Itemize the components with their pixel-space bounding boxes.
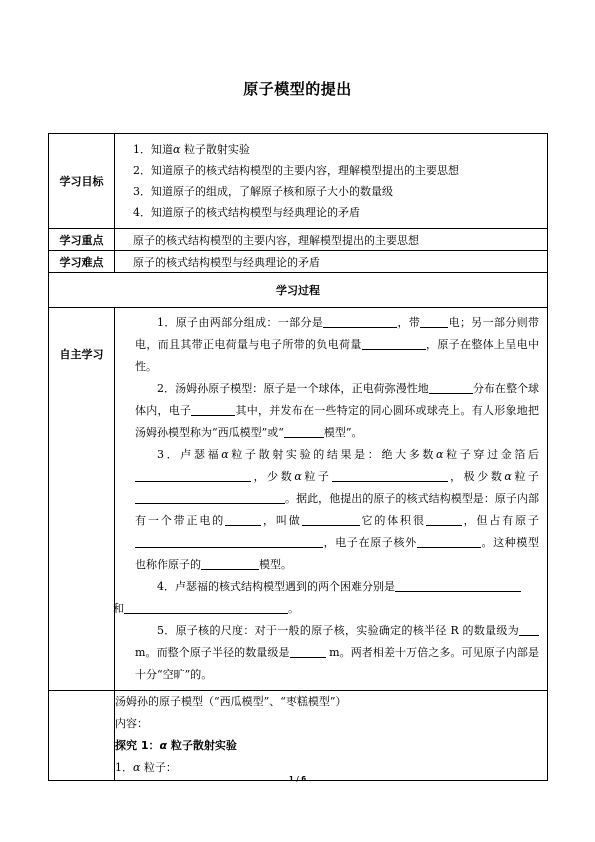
blank[interactable] (332, 469, 448, 482)
goal-item: 4．知道原子的核式结构模型与经典理论的矛盾 (133, 206, 360, 219)
blank[interactable] (135, 535, 323, 548)
blank[interactable] (290, 645, 326, 658)
blank[interactable] (201, 557, 259, 570)
empty-label-cell (49, 691, 115, 781)
explore-heading: 探究 1：α 粒子散射实验 (115, 739, 237, 752)
difficulty-text: 原子的核式结构模型与经典理论的矛盾 (115, 251, 548, 273)
question-3: 3．卢瑟福α粒子散射实验的结果是：绝大多数α粒子穿过金箔后，少数α粒子 ，极少数α粒子。据此，他提出的原子的核式结构模型是：原子内部有一个带正电的 ，叫做 它的体积很 ，但占有原子，电子在原子核外 。这种模型也称作原子的 模型。 (135, 448, 540, 571)
goals-label: 学习目标 (49, 134, 115, 229)
blank[interactable] (225, 513, 261, 526)
goal-item: 2．知道原子的核式结构模型的主要内容，理解模型提出的主要思想 (133, 164, 459, 177)
blank[interactable] (323, 315, 397, 328)
blank[interactable] (191, 403, 235, 416)
blank[interactable] (284, 425, 324, 438)
alpha-particle-line: 1．α 粒子： (115, 761, 177, 774)
question-5: 5．原子核的尺度：对于一般的原子核，实验确定的核半径 R 的数量级为m。而整个原子半径的数量级是 m。两者相差十万倍之多。可见原子内部是十分“空旷”的。 (135, 624, 539, 681)
goal-item: 3．知道原子的组成，了解原子核和原子大小的数量级 (133, 185, 393, 198)
blank[interactable] (395, 579, 521, 592)
bottom-section (115, 691, 548, 781)
goal-item: 1．知道α 粒子散射实验 (133, 143, 250, 156)
question-1: 1．原子由两部分组成：一部分是 ，带 电；另一部分则带电，而且其带正电荷量与电子所带的负电荷量 ，原子在整体上呈电中性。 (135, 316, 540, 373)
page-title: 原子模型的提出 (243, 80, 352, 98)
process-header: 学习过程 (49, 273, 548, 308)
blank[interactable] (426, 513, 462, 526)
blank[interactable] (417, 535, 481, 548)
blank[interactable] (124, 601, 288, 614)
question-2: 2．汤姆孙原子模型：原子是一个球体，正电荷弥漫性地 分布在整个球体内，电子 其中，并发布在一些特定的同心圆环或球壳上。有人形象地把汤姆孙模型称为“西瓜模型”或“ 模型”。 (135, 382, 540, 439)
self-study-label: 自主学习 (49, 308, 115, 691)
blank[interactable] (135, 469, 251, 482)
study-table (48, 133, 548, 781)
blank[interactable] (519, 623, 539, 636)
content-line: 内容： (115, 717, 148, 730)
self-study-cell (115, 308, 548, 691)
blank[interactable] (135, 491, 285, 504)
page-number: 1 / 6 (288, 775, 307, 783)
blank[interactable] (420, 315, 448, 328)
key-point-text: 原子的核式结构模型的主要内容，理解模型提出的主要思想 (115, 229, 548, 251)
question-4: 4．卢瑟福的核式结构模型遇到的两个困难分别是 和 。 (135, 576, 539, 620)
blank[interactable] (362, 337, 426, 350)
blank[interactable] (429, 381, 473, 394)
difficulty-label: 学习难点 (49, 251, 115, 273)
goals-cell (115, 134, 548, 229)
thomson-model-line: 汤姆孙的原子模型（“西瓜模型”、“枣糕模型”） (115, 695, 347, 708)
key-point-label: 学习重点 (49, 229, 115, 251)
blank[interactable] (302, 513, 360, 526)
